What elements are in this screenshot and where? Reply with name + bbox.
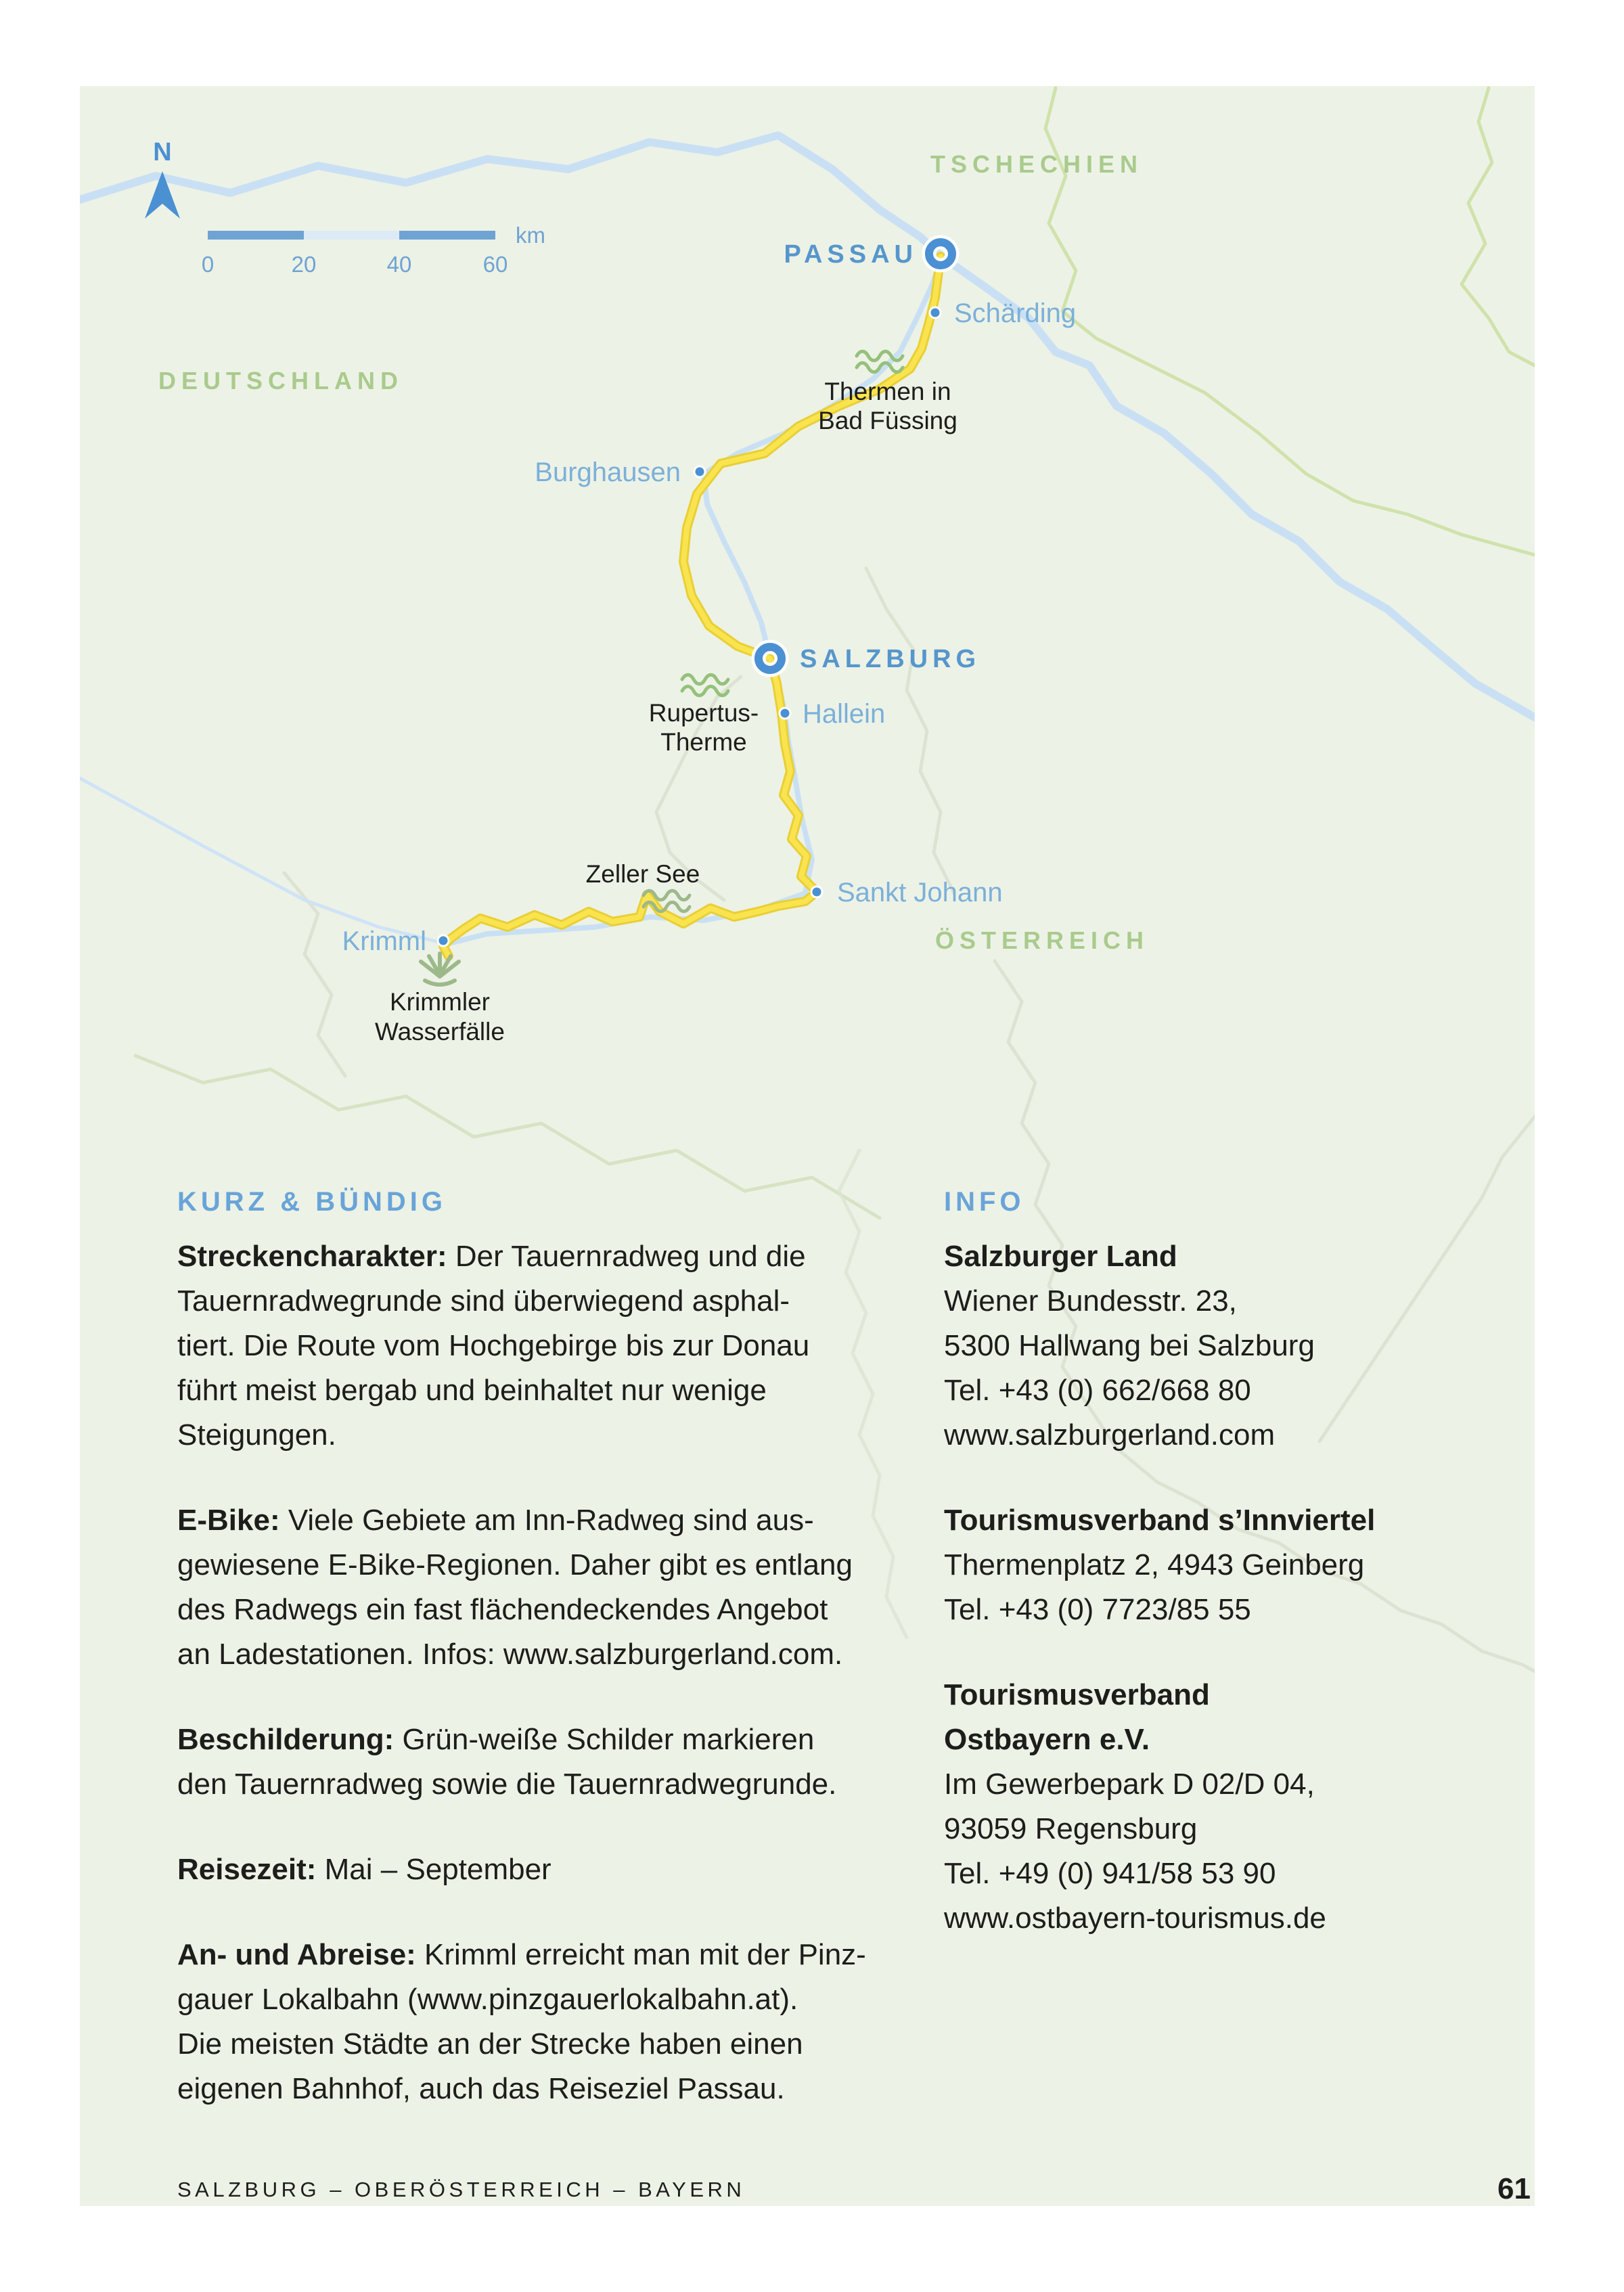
north-label: N xyxy=(153,138,172,166)
section-title-info: INFO xyxy=(944,1187,1025,1217)
info-block-ostbayern xyxy=(944,1673,1553,1941)
paragraph-ebike xyxy=(177,1498,905,1677)
contact-phone: Tel. +49 (0) 941/58 53 90 xyxy=(944,1857,1276,1890)
text-line: den Tauernradweg sowie die Tauernradwegrunde. xyxy=(177,1768,837,1801)
contact-name xyxy=(944,1498,1553,1543)
scale-tick-40: 40 xyxy=(386,252,412,277)
schaerding-dot-marker xyxy=(930,307,941,318)
city-label-passau: PASSAU xyxy=(784,240,918,269)
text-line: des Radwegs ein fast flächendeckendes Angebot xyxy=(177,1593,828,1626)
paragraph-streckencharakter xyxy=(177,1234,905,1458)
krimml-dot-marker xyxy=(438,935,449,946)
section-info xyxy=(944,1186,1553,1941)
poi-label-krimmler-line2: Wasserfälle xyxy=(375,1018,505,1046)
country-label-oesterreich: ÖSTERREICH xyxy=(934,926,1150,954)
contact-name-text: Salzburger Land xyxy=(944,1240,1177,1273)
contact-website: www.salzburgerland.com xyxy=(944,1418,1276,1452)
text-line-rest: Der Tauernradweg und die xyxy=(447,1240,806,1273)
text-line: Die meisten Städte an der Strecke haben einen xyxy=(177,2027,803,2061)
info-block-salzburger-land xyxy=(944,1234,1553,1458)
town-label-burghausen: Burghausen xyxy=(535,457,681,487)
scale-segment-dark-1 xyxy=(208,231,304,240)
contact-address-line: Thermenplatz 2, 4943 Geinberg xyxy=(944,1548,1365,1581)
hallein-dot-marker xyxy=(780,708,790,719)
contact-address-line: 93059 Regensburg xyxy=(944,1812,1198,1845)
scale-tick-60: 60 xyxy=(482,252,508,277)
footer-chapter-label: SALZBURG – OBERÖSTERREICH – BAYERN xyxy=(177,2178,746,2201)
paragraph-lead-label: Reisezeit: xyxy=(177,1853,317,1886)
paragraph-lead-label: E-Bike: xyxy=(177,1504,280,1537)
poi-label-rupertus-line2: Therme xyxy=(660,728,747,756)
contact-address-line: 5300 Hallwang bei Salzburg xyxy=(944,1329,1315,1362)
scale-tick-20: 20 xyxy=(291,252,317,277)
contact-name xyxy=(944,1234,1553,1279)
contact-address-line: Wiener Bundesstr. 23, xyxy=(944,1284,1237,1318)
town-label-schaerding: Schärding xyxy=(954,298,1077,328)
text-line xyxy=(177,1234,905,1279)
text-line xyxy=(177,1933,905,1977)
text-line: führt meist bergab und beinhaltet nur wenige xyxy=(177,1374,767,1407)
contact-address-line: Im Gewerbepark D 02/D 04, xyxy=(944,1768,1315,1801)
section-kurz-und-buendig xyxy=(177,1186,905,2111)
scale-unit-label: km xyxy=(516,223,545,248)
contact-website: www.ostbayern-tourismus.de xyxy=(944,1902,1326,1935)
contact-name xyxy=(944,1717,1553,1762)
text-line-rest: Viele Gebiete am Inn-Radweg sind aus- xyxy=(279,1504,814,1537)
text-line-rest: Mai – September xyxy=(316,1853,551,1886)
poi-label-rupertus-line1: Rupertus- xyxy=(648,699,759,727)
contact-phone: Tel. +43 (0) 662/668 80 xyxy=(944,1374,1251,1407)
country-label-tschechien: TSCHECHIEN xyxy=(930,150,1144,178)
country-label-deutschland: DEUTSCHLAND xyxy=(158,367,403,395)
paragraph-lead-label: Streckencharakter: xyxy=(177,1240,447,1273)
text-line: gauer Lokalbahn (www.pinzgauerlokalbahn.at). xyxy=(177,1983,798,2016)
paragraph-reisezeit xyxy=(177,1847,905,1892)
poi-label-zeller-see: Zeller See xyxy=(585,860,700,888)
poi-label-thermen-line2: Bad Füssing xyxy=(818,407,957,434)
town-label-krimml: Krimml xyxy=(342,926,426,956)
town-label-sankt-johann: Sankt Johann xyxy=(837,878,1003,907)
contact-name xyxy=(944,1673,1553,1717)
contact-name-text: Tourismusverband s’Innviertel xyxy=(944,1504,1376,1537)
paragraph-lead-label: An- und Abreise: xyxy=(177,1938,416,1971)
contact-name-text: Tourismusverband xyxy=(944,1678,1210,1711)
contact-phone: Tel. +43 (0) 7723/85 55 xyxy=(944,1593,1251,1626)
city-label-salzburg: SALZBURG xyxy=(800,645,981,673)
page-number: 61 xyxy=(1497,2172,1531,2205)
text-line: tiert. Die Route vom Hochgebirge bis zur Donau xyxy=(177,1329,810,1362)
poi-label-krimmler-line1: Krimmler xyxy=(390,988,490,1016)
paragraph-an-und-abreise xyxy=(177,1933,905,2111)
text-line xyxy=(177,1847,905,1892)
text-line: Steigungen. xyxy=(177,1418,336,1452)
text-line xyxy=(177,1498,905,1543)
paragraph-beschilderung xyxy=(177,1717,905,1807)
scale-segment-light xyxy=(304,231,399,240)
text-line: gewiesene E-Bike-Regionen. Daher gibt es entlang xyxy=(177,1548,853,1581)
text-line-rest: Grün-weiße Schilder markieren xyxy=(394,1723,815,1756)
sankt-johann-dot-marker xyxy=(811,886,822,897)
text-line xyxy=(177,1717,905,1762)
text-line: eigenen Bahnhof, auch das Reiseziel Passau. xyxy=(177,2072,785,2105)
burghausen-dot-marker xyxy=(694,466,705,477)
town-label-hallein: Hallein xyxy=(803,699,886,729)
paragraph-lead-label: Beschilderung: xyxy=(177,1723,394,1756)
scale-segment-dark-2 xyxy=(399,231,495,240)
poi-label-thermen-line1: Thermen in xyxy=(824,378,951,405)
section-title-kurz: KURZ & BÜNDIG xyxy=(177,1187,447,1217)
contact-name-text: Ostbayern e.V. xyxy=(944,1723,1150,1756)
text-line: Tauernradwegrunde sind überwiegend asphal- xyxy=(177,1284,790,1318)
info-block-innviertel xyxy=(944,1498,1553,1632)
scale-tick-0: 0 xyxy=(201,252,215,277)
text-line-rest: Krimml erreicht man mit der Pinz- xyxy=(415,1938,866,1971)
text-line: an Ladestationen. Infos: www.salzburgerland.com. xyxy=(177,1638,843,1671)
